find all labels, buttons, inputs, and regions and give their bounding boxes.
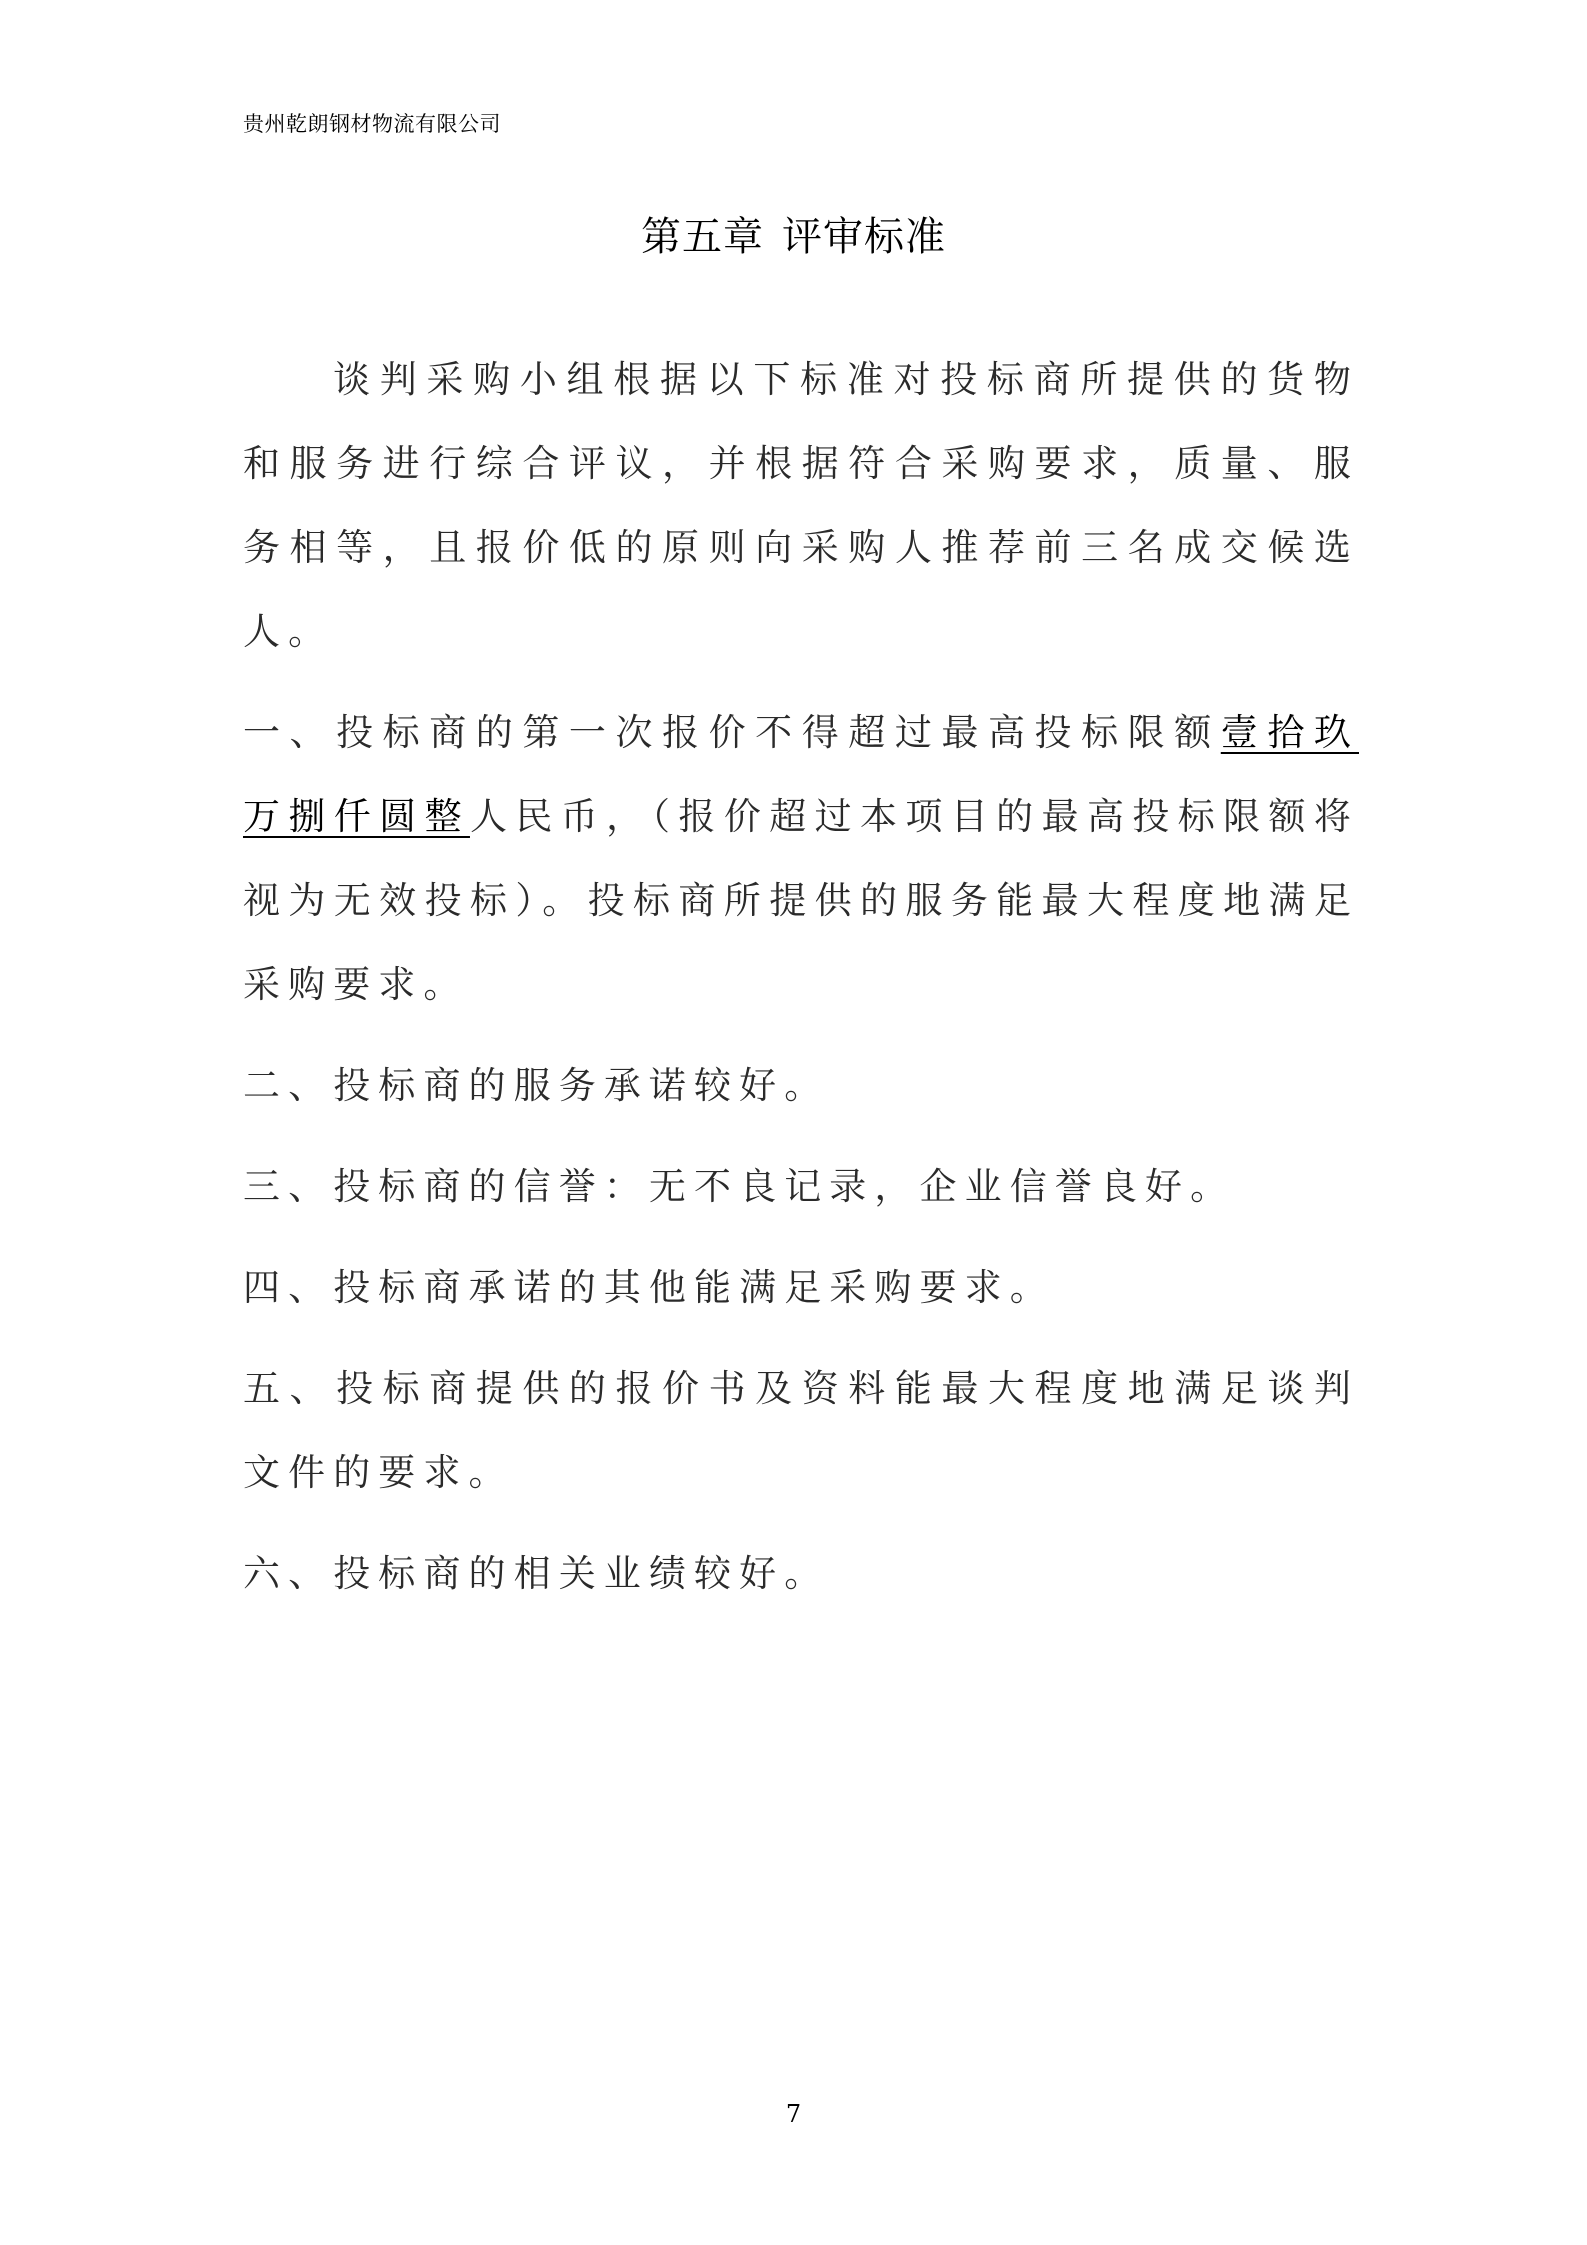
criterion-4: 四、投标商承诺的其他能满足采购要求。 <box>243 1266 1055 1309</box>
page-header-company: 贵州乾朗钢材物流有限公司 <box>243 112 501 136</box>
document-body <box>243 338 1359 1633</box>
criterion-3: 三、投标商的信誉：无不良记录，企业信誉良好。 <box>243 1165 1236 1208</box>
criterion-1-text-after: 人民币，（报价超过本项目的最高投标限额将视为无效投标）。投标商所提供的服务能最大程度地满足采购要求。 <box>243 795 1360 1006</box>
chapter-name: 评审标准 <box>782 214 946 260</box>
intro-paragraph: 谈判采购小组根据以下标准对投标商所提供的货物和服务进行综合评议，并根据符合采购要求，质量、服务相等，且报价低的原则向采购人推荐前三名成交候选人。 <box>243 358 1359 653</box>
criterion-2: 二、投标商的服务承诺较好。 <box>243 1064 830 1107</box>
chapter-number: 第五章 <box>641 214 764 260</box>
criterion-6: 六、投标商的相关业绩较好。 <box>243 1552 830 1595</box>
criterion-1 <box>243 691 1359 1027</box>
page-number: 7 <box>785 2100 802 2128</box>
criterion-5: 五、投标商提供的报价书及资料能最大程度地满足谈判文件的要求。 <box>243 1367 1359 1494</box>
max-bid-amount: 壹拾玖万捌仟圆整 <box>243 711 1359 838</box>
criterion-1-text-before: 一、投标商的第一次报价不得超过最高投标限额 <box>243 711 1221 754</box>
chapter-title <box>0 205 1587 262</box>
